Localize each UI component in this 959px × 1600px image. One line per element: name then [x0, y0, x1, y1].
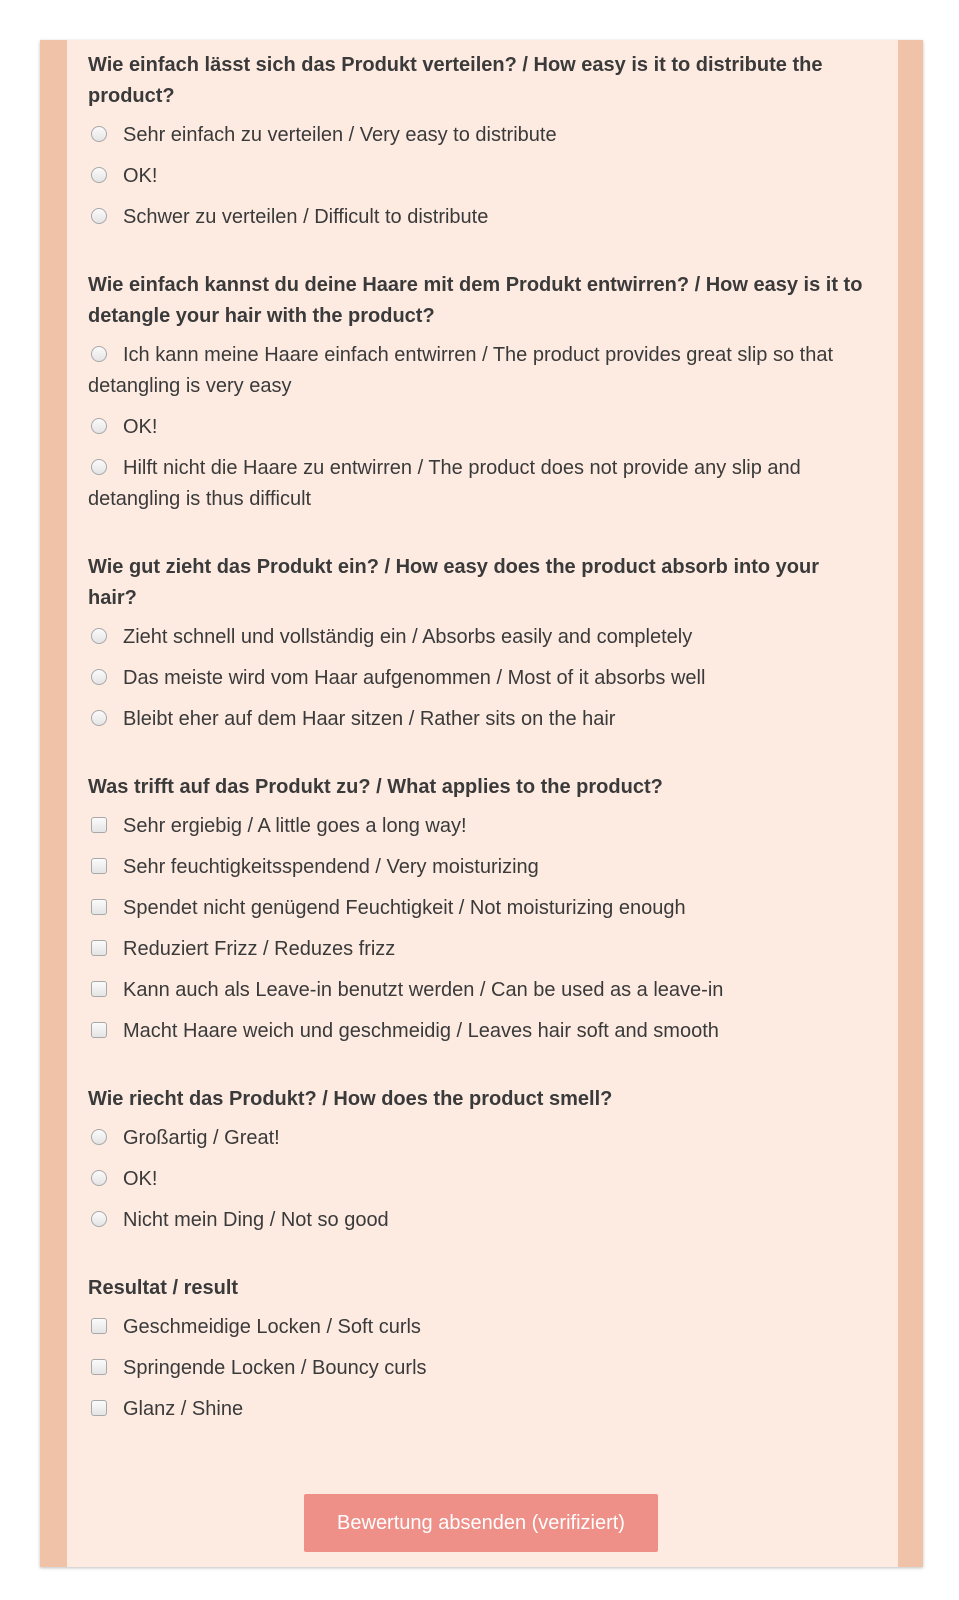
option-label: Das meiste wird vom Haar aufgenommen / Most of it absorbs well [123, 667, 706, 689]
checkbox-option[interactable] [88, 852, 868, 883]
option-label: Macht Haare weich und geschmeidig / Leaves hair soft and smooth [123, 1020, 719, 1042]
option-label: Sehr einfach zu verteilen / Very easy to distribute [123, 124, 557, 146]
radio-button[interactable] [91, 208, 107, 224]
question-block [88, 1273, 868, 1425]
option-label: Großartig / Great! [123, 1127, 280, 1149]
question-title: Wie riecht das Produkt? / How does the product smell? [88, 1088, 613, 1110]
radio-option[interactable] [88, 1164, 868, 1195]
radio-button[interactable] [91, 346, 107, 362]
radio-button[interactable] [91, 710, 107, 726]
checkbox-option[interactable] [88, 1353, 868, 1384]
radio-option[interactable] [88, 412, 868, 443]
checkbox[interactable] [91, 858, 107, 874]
checkbox[interactable] [91, 1359, 107, 1375]
question-title: Was trifft auf das Produkt zu? / What applies to the product? [88, 776, 663, 798]
option-label: Schwer zu verteilen / Difficult to distribute [123, 206, 489, 228]
radio-option[interactable] [88, 704, 868, 735]
option-label: OK! [123, 1168, 158, 1190]
option-label: Hilft nicht die Haare zu entwirren / The product does not provide any slip and detangling is thus difficult [88, 457, 801, 510]
radio-option[interactable] [88, 1205, 868, 1236]
checkbox-option[interactable] [88, 975, 868, 1006]
question-block [88, 552, 868, 735]
question-title: Resultat / result [88, 1277, 239, 1299]
option-label: Sehr ergiebig / A little goes a long way! [123, 815, 467, 837]
checkbox[interactable] [91, 1022, 107, 1038]
option-label: Reduziert Frizz / Reduzes frizz [123, 938, 396, 960]
checkbox[interactable] [91, 817, 107, 833]
radio-option[interactable] [88, 120, 868, 151]
radio-option[interactable] [88, 453, 868, 515]
option-label: Glanz / Shine [123, 1398, 244, 1420]
radio-button[interactable] [91, 1129, 107, 1145]
option-label: Bleibt eher auf dem Haar sitzen / Rather sits on the hair [123, 708, 616, 730]
radio-option[interactable] [88, 663, 868, 694]
radio-option[interactable] [88, 202, 868, 233]
review-form [88, 50, 868, 1462]
radio-button[interactable] [91, 628, 107, 644]
radio-option[interactable] [88, 622, 868, 653]
radio-button[interactable] [91, 459, 107, 475]
option-label: Sehr feuchtigkeitsspendend / Very moisturizing [123, 856, 539, 878]
checkbox[interactable] [91, 981, 107, 997]
option-label: OK! [123, 416, 158, 438]
option-label: Springende Locken / Bouncy curls [123, 1357, 427, 1379]
submit-area [304, 1494, 658, 1552]
radio-button[interactable] [91, 1211, 107, 1227]
checkbox-option[interactable] [88, 934, 868, 965]
checkbox-option[interactable] [88, 811, 868, 842]
radio-button[interactable] [91, 418, 107, 434]
option-label: Zieht schnell und vollständig ein / Absorbs easily and completely [123, 626, 693, 648]
question-title: Wie einfach lässt sich das Produkt verteilen? / How easy is it to distribute the product? [88, 54, 823, 107]
checkbox[interactable] [91, 940, 107, 956]
checkbox-option[interactable] [88, 1016, 868, 1047]
option-label: Ich kann meine Haare einfach entwirren / The product provides great slip so that detangling is very easy [88, 344, 834, 397]
checkbox[interactable] [91, 1400, 107, 1416]
checkbox-option[interactable] [88, 1394, 868, 1425]
radio-button[interactable] [91, 1170, 107, 1186]
option-label: Nicht mein Ding / Not so good [123, 1209, 389, 1231]
option-label: Spendet nicht genügend Feuchtigkeit / Not moisturizing enough [123, 897, 686, 919]
radio-button[interactable] [91, 167, 107, 183]
question-title: Wie einfach kannst du deine Haare mit dem Produkt entwirren? / How easy is it to detangle your hair with the product? [88, 274, 863, 327]
checkbox-option[interactable] [88, 1312, 868, 1343]
checkbox[interactable] [91, 1318, 107, 1334]
radio-option[interactable] [88, 340, 868, 402]
option-label: Kann auch als Leave-in benutzt werden / Can be used as a leave-in [123, 979, 724, 1001]
submit-review-button[interactable]: Bewertung absenden (verifiziert) [304, 1494, 658, 1552]
question-block [88, 270, 868, 515]
option-label: OK! [123, 165, 158, 187]
radio-button[interactable] [91, 669, 107, 685]
radio-option[interactable] [88, 161, 868, 192]
checkbox[interactable] [91, 899, 107, 915]
checkbox-option[interactable] [88, 893, 868, 924]
option-label: Geschmeidige Locken / Soft curls [123, 1316, 421, 1338]
question-title: Wie gut zieht das Produkt ein? / How easy does the product absorb into your hair? [88, 556, 820, 609]
question-block [88, 772, 868, 1047]
radio-button[interactable] [91, 126, 107, 142]
question-block [88, 1084, 868, 1236]
radio-option[interactable] [88, 1123, 868, 1154]
question-block [88, 50, 868, 233]
